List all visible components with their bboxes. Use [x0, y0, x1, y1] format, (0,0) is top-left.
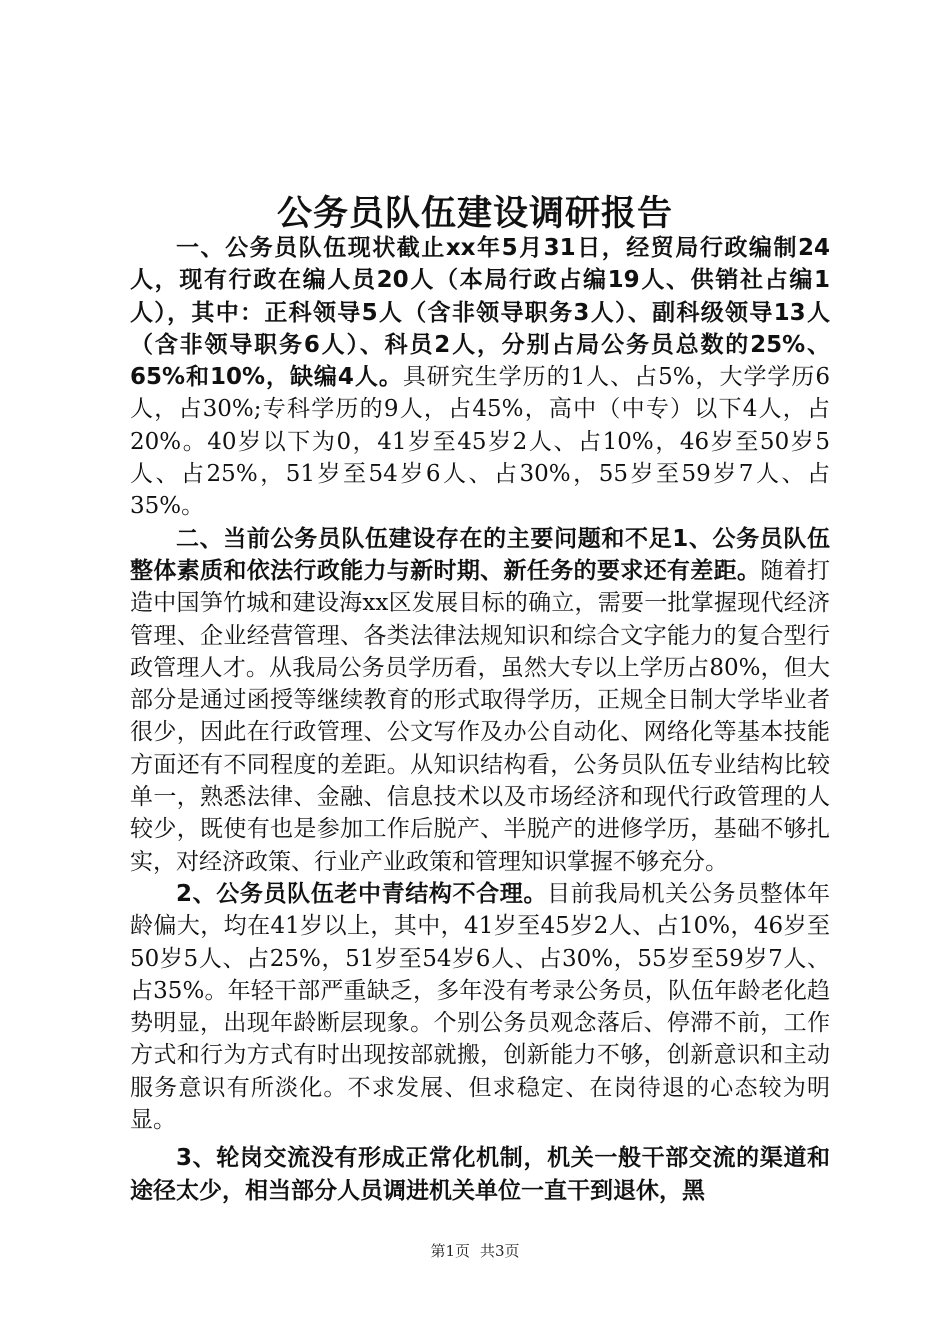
paragraph-4	[130, 1142, 830, 1207]
paragraph-2-text: 随着打造中国笋竹城和建设海xx区发展目标的确立，需要一批掌握现代经济管理、企业经营管理、各类法律法规知识和综合文字能力的复合型行政管理人才。从我局公务员学历看，虽然大专以上学历占80%，但大部分是通过函授等继续教育的形式取得学历，正规全日制大学毕业者很少，因此在行政管理、公文写作及办公自动化、网络化等基本技能方面还有不同程度的差距。从知识结构看，公务员队伍专业结构比较单一，熟悉法律、金融、信息技术以及市场经济和现代行政管理的人较少，既使有也是参加工作后脱产、半脱产的进修学历，基础不够扎实，对经济政策、行业产业政策和管理知识掌握不够充分。	[130, 557, 831, 875]
paragraph-1	[130, 232, 830, 523]
page-total: 共3页	[480, 1242, 520, 1260]
page-number: 第1页	[430, 1242, 470, 1260]
paragraph-2	[130, 523, 830, 878]
page-footer	[0, 1240, 950, 1261]
paragraph-2-bold: 二、当前公务员队伍建设存在的主要问题和不足1、公务员队伍整体素质和依法行政能力与新时期、新任务的要求还有差距。	[130, 525, 830, 584]
paragraph-4-bold: 3、轮岗交流没有形成正常化机制，机关一般干部交流的渠道和途径太少，相当部分人员调进机关单位一直干到退休，黑	[130, 1145, 830, 1204]
paragraph-3-bold: 2、公务员队伍老中青结构不合理。	[176, 880, 548, 907]
document-title: 公务员队伍建设调研报告	[276, 194, 673, 234]
paragraph-3-text: 目前我局机关公务员整体年龄偏大，均在41岁以上，其中，41岁至45岁2人、占10%，46岁至50岁5人、占25%，51岁至54岁6人、占30%，55岁至59岁7人、占35%。年轻干部严重缺乏，多年没有考录公务员，队伍年龄老化趋势明显，出现年龄断层现象。个别公务员观念落后、停滞不前，工作方式和行为方式有时出现按部就搬，创新能力不够，创新意识和主动服务意识有所淡化。不求发展、但求稳定、在岗待退的心态较为明显。	[130, 880, 830, 1134]
paragraph-1-text: 具研究生学历的1人、占5%，大学学历6人，占30%;专科学历的9人，占45%，高中（中专）以下4人，占20%。40岁以下为0，41岁至45岁2人、占10%，46岁至50岁5人、占25%，51岁至54岁6人、占30%，55岁至59岁7人、占35%。	[130, 364, 830, 520]
paragraph-1-bold: 一、公务员队伍现状截止xx年5月31日，经贸局行政编制24人，现有行政在编人员20人（本局行政占编19人、供销社占编1人），其中：正科领导5人（含非领导职务3人）、副科级领导13人（含非领导职务6人）、科员2人，分别占局公务员总数的25%、65%和10%，缺编4人。	[130, 235, 830, 391]
paragraph-3	[130, 878, 830, 1136]
document-body	[130, 232, 830, 1207]
